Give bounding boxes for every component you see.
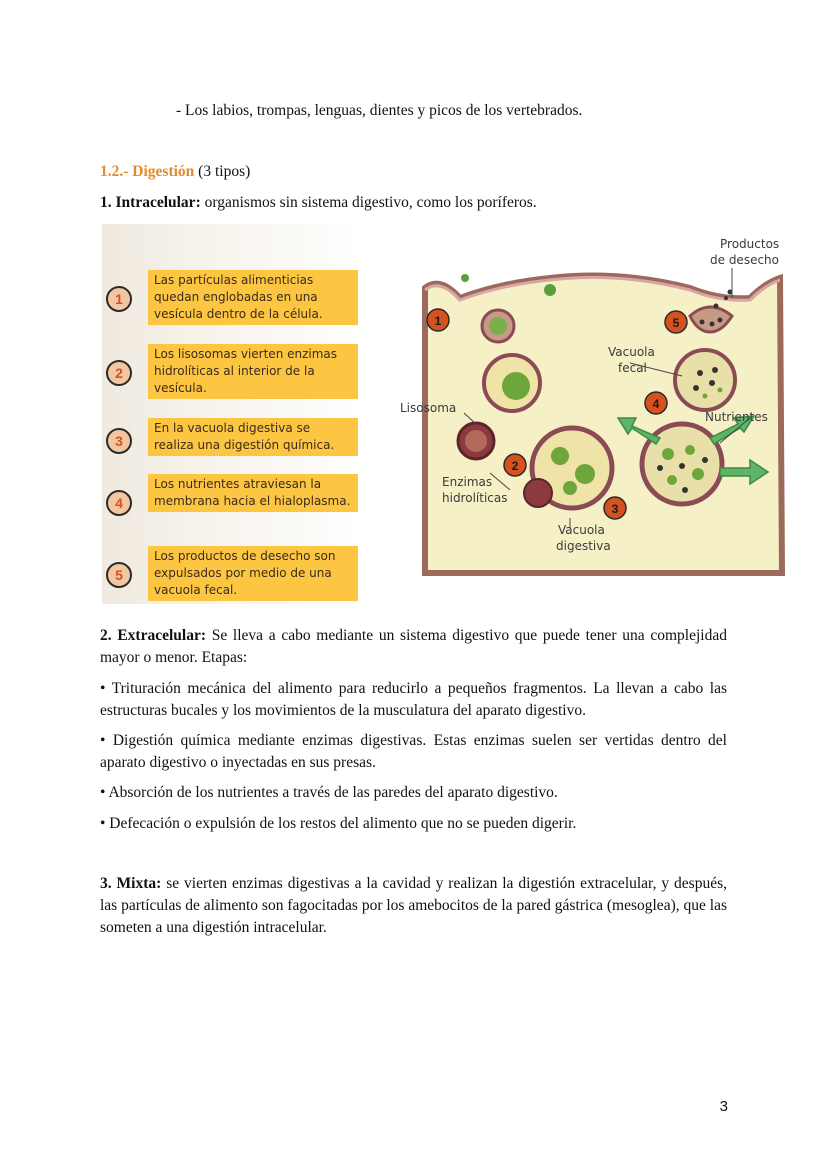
bullet-trituracion: • Trituración mecánica del alimento para reducirlo a pequeños fragmentos. La llevan a cabo las estructuras bucales y los movimientos de la musculatura del aparato digestivo. — [100, 680, 727, 719]
badge-4: 4 — [652, 397, 660, 411]
vertebrate-structures-item: - Los labios, trompas, lenguas, dientes y picos de los vertebrados. — [176, 102, 583, 119]
badge-1: 1 — [434, 314, 442, 328]
label-lisosoma: Lisosoma — [400, 401, 457, 415]
badge-5: 5 — [672, 316, 680, 330]
step-text: En la vacuola digestiva se realiza una digestión química. — [148, 418, 358, 456]
extracelular-paragraph — [100, 625, 727, 669]
label-nutrientes: Nutrientes — [705, 410, 768, 424]
section-heading — [100, 161, 727, 183]
bullet-absorcion: • Absorción de los nutrientes a través de las paredes del aparato digestivo. — [100, 784, 558, 801]
mixta-label: 3. Mixta: — [100, 875, 162, 892]
step-badge: 4 — [106, 490, 132, 516]
step-badge: 5 — [106, 562, 132, 588]
label-productos-2: de desecho — [710, 253, 779, 267]
cell-diagram — [400, 228, 785, 576]
label-productos-1: Productos — [720, 237, 780, 251]
extracelular-label: 2. Extracelular: — [100, 627, 206, 644]
section-number: 1.2.- Digestión — [100, 163, 195, 180]
mixta-text: se vierten enzimas digestivas a la cavidad y realizan la digestión extracelular, y después, las partículas de alimento son fagocitadas por los amebocitos de la pared gástrica (mesoglea), que las someten a una digestión intracelular. — [100, 875, 728, 936]
step-text: Los nutrientes atraviesan la membrana hacia el hialoplasma. — [148, 474, 358, 512]
food-particle — [544, 284, 556, 296]
step-text: Las partículas alimenticias quedan englobadas en una vesícula dentro de la célula. — [148, 270, 358, 325]
label-vacuola-dig-2: digestiva — [556, 539, 611, 553]
label-vacuola-dig-1: Vacuola — [558, 523, 605, 537]
step-badge: 3 — [106, 428, 132, 454]
step-badge: 1 — [106, 286, 132, 312]
bullet-digestion-quimica: • Digestión química mediante enzimas digestivas. Estas enzimas suelen ser vertidas dentro del aparato digestivo o inyectadas en sus presas. — [100, 732, 727, 771]
bullet-defecacion: • Defecación o expulsión de los restos del alimento que no se pueden digerir. — [100, 815, 577, 832]
intracelular-paragraph — [100, 192, 727, 214]
intracellular-steps-figure — [102, 224, 360, 604]
step-text: Los productos de desecho son expulsados por medio de una vacuola fecal. — [148, 546, 358, 601]
mixta-paragraph — [100, 873, 727, 939]
page-number: 3 — [719, 1098, 728, 1115]
intracelular-label: 1. Intracelular: — [100, 194, 201, 211]
lysosome — [458, 423, 494, 459]
vesicle-1 — [482, 310, 514, 342]
section-suffix: (3 tipos) — [194, 163, 251, 180]
extracelular-text: Se lleva a cabo mediante un sistema digestivo que puede tener una complejidad mayor o menor. Etapas: — [100, 627, 727, 666]
vesicle-2 — [484, 355, 540, 411]
label-enzimas-2: hidrolíticas — [442, 491, 508, 505]
badge-3: 3 — [611, 502, 619, 516]
step-text: Los lisosomas vierten enzimas hidrolíticas al interior de la vesícula. — [148, 344, 358, 399]
label-vacuola-fecal-1: Vacuola — [608, 345, 655, 359]
badge-2: 2 — [511, 459, 519, 473]
intracelular-text: organismos sin sistema digestivo, como los poríferos. — [200, 194, 537, 211]
fecal-vacuole — [675, 350, 735, 410]
food-particle — [461, 274, 469, 282]
label-vacuola-fecal-2: fecal — [618, 361, 647, 375]
label-enzimas-1: Enzimas — [442, 475, 493, 489]
step-badge: 2 — [106, 360, 132, 386]
